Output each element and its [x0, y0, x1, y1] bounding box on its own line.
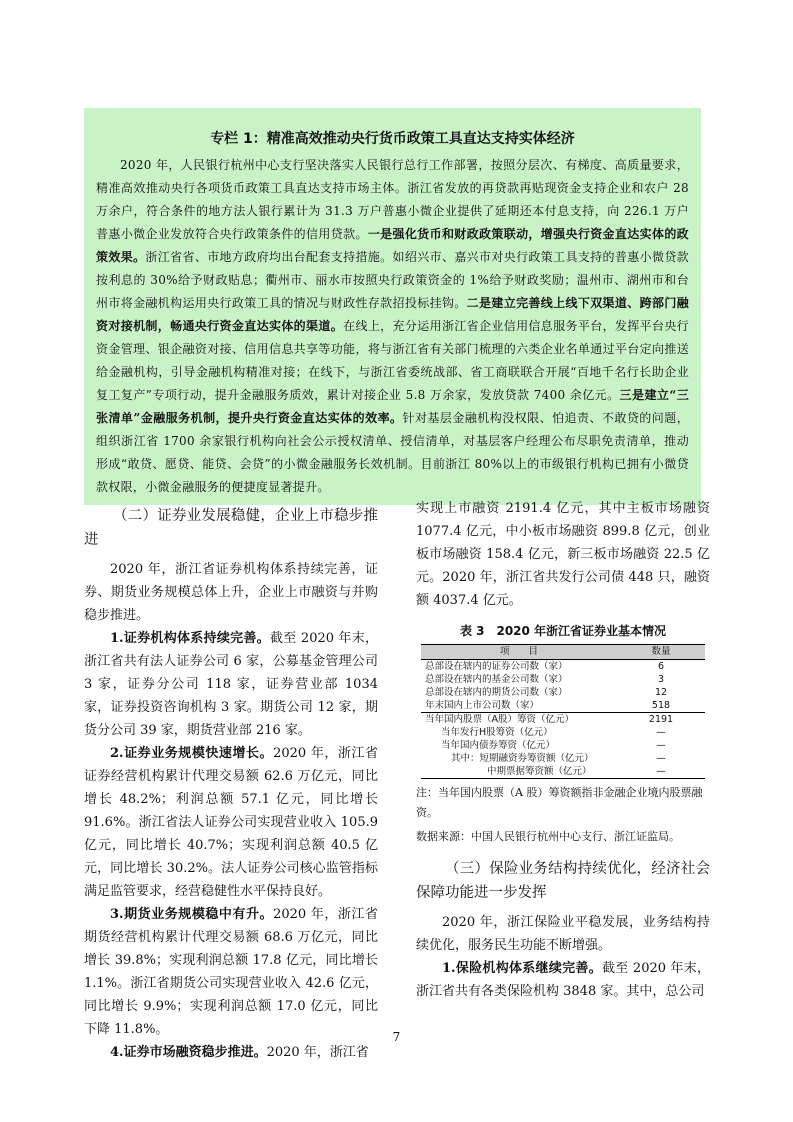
item-2-text: 2020 年，浙江省证券经营机构累计代理交易额 62.6 万亿元，同比增长 48.2%；利润总额 57.1 亿元，同比增长 91.6%。浙江省法人证券公司实现营业收入 105.9 亿元，同比增长 40.7%；实现利润总额 40.5 亿元，同比增长 30.2%。法人证券公司核心监管指标满足监管要求，经营稳健性水平保持良好。: [84, 746, 379, 899]
row-label: 中期票据筹资额（亿元）: [421, 765, 617, 779]
table-row: [421, 752, 705, 765]
table-row: [421, 686, 705, 699]
page-number: 7: [392, 1030, 401, 1044]
row-label: 当年国内股票（A股）筹资（亿元）: [421, 713, 617, 727]
right-column: [416, 497, 710, 1003]
table-row: [421, 660, 705, 674]
row-value: 12: [654, 687, 668, 698]
item-1-text: 截至 2020 年末，浙江省共有法人证券公司 6 家，公募基金管理公司 3 家，证券分公司 118 家，证券营业部 1034 家，证券投资咨询机构 3 家。期货公司 12 家，期货分公司 39 家，期货营业部 216 家。: [84, 631, 378, 738]
item-3-text: 2020 年，浙江省期货经营机构累计代理交易额 68.6 万亿元，同比增长 39.8%；实现利润总额 17.8 亿元，同比增长 1.1%。浙江省期货公司实现营业收入 42.6 亿元，同比增长 9.9%；实现利润总额 17.0 亿元，同比下降 11.8%。: [84, 907, 379, 1037]
table-row: [421, 713, 705, 727]
item-2-title: 2.证券业务规模快速增长。: [110, 746, 274, 761]
item-3-title: 3.期货业务规模稳中有升。: [110, 907, 274, 922]
item-1-title: 1.证券机构体系持续完善。: [110, 631, 270, 646]
securities-item-4: [84, 1041, 378, 1064]
row-value: —: [656, 740, 666, 751]
box-text-4: 针对基层金融机构没权限、怕追责、不敢贷的问题，组织浙江省 1700 余家银行机构向社会公示授权清单、授信清单，对基层客户经理公布尽职免责清单，推动形成“敢贷、愿贷、能贷、会贷”的小微金融服务长效机制。目前浙江 80%以上的市级银行机构已拥有小微贷款权限，小微金融服务的便捷度显著提升。: [96, 411, 690, 494]
box-bold-3: 三是建立“三张清单”金融服务机制，提升央行资金直达实体的效率。: [96, 388, 689, 425]
securities-intro: 2020 年，浙江省证券机构体系持续完善，证券、期货业务规模总体上升，企业上市融资与并购稳步推进。: [84, 562, 378, 623]
row-label: 年末国内上市公司数（家）: [425, 700, 540, 711]
row-value: —: [656, 727, 666, 738]
insurance-item-1: [416, 957, 710, 1003]
row-value: —: [656, 753, 666, 764]
special-column-body: [96, 154, 689, 499]
table-row: [421, 726, 705, 739]
row-label: 当年国内债券筹资（亿元）: [441, 740, 556, 751]
securities-item-2: [84, 742, 378, 903]
special-column-box: [84, 108, 701, 505]
row-label: 总部设在辖内的证券公司数（家）: [425, 661, 568, 672]
box-bold-1: 一是强化货币和财政政策联动，增强央行资金直达实体的政策效果。: [96, 227, 689, 264]
row-value: 6: [657, 661, 665, 672]
insurance-intro: 2020 年，浙江保险业平稳发展，业务结构持续优化，服务民生功能不断增强。: [416, 915, 710, 953]
row-value: 518: [651, 700, 671, 711]
table-row: [421, 673, 705, 686]
table-row: [421, 739, 705, 752]
table-header-row: [421, 645, 705, 660]
securities-item-4-continued: 实现上市融资 2191.4 亿元，其中主板市场融资 1077.4 亿元，中小板市场融资 899.8 亿元，创业板市场融资 158.4 亿元，新三板市场融资 22.5 亿元。2020 年，浙江省共发行公司债 448 只，融资额 4037.4 亿元。: [416, 501, 710, 608]
row-label: 总部设在辖内的期货公司数（家）: [425, 687, 568, 698]
insurance-heading: （三）保险业务结构持续优化，经济社会保障功能进一步发挥: [416, 861, 710, 901]
row-value: —: [617, 765, 705, 779]
item-4-title: 4.证券市场融资稳步推进。: [110, 1045, 267, 1060]
box-text-3: 在线上，充分运用浙江省企业信用信息服务平台，发挥平台央行资金管理、银企融资对接、信用信息共享等功能，将与浙江省有关部门梳理的六类企业名单通过平台定向推送给金融机构，引导金融机构精准对接；在线下，与浙江省委统战部、省工商联联合开展“百地千名行长助企业复工复产”专项行动，提升金融服务质效，累计对接企业 5.8 万余家，发放贷款 7400 余亿元。: [96, 319, 689, 402]
securities-item-1: [84, 627, 378, 742]
table-header-count: 数量: [617, 645, 705, 660]
box-bold-2: 二是建立完善线上线下双渠道、跨部门融资对接机制，畅通央行资金直达实体的渠道。: [96, 296, 689, 333]
securities-item-3: [84, 903, 378, 1041]
row-value: 3: [657, 674, 665, 685]
table-row: [421, 699, 705, 713]
item-4-text: 2020 年，浙江省: [266, 1045, 369, 1060]
box-text-1: 2020 年，人民银行杭州中心支行坚决落实人民银行总行工作部署，按照分层次、有梯度、高质量要求，精准高效推动央行各项货币政策工具直达支持市场主体。浙江省发放的再贷款再贴现资金支持企业和农户 28 万余户，符合条件的地方法人银行累计为 31.3 万户普惠小微企业提供了延期还本付息支持，向 226.1 万户普惠小微企业发放符合央行政策条件的信用贷款。: [96, 158, 689, 241]
row-label: 当年发行H股筹资（亿元）: [441, 727, 553, 738]
row-value: 2191: [617, 713, 705, 727]
table-title: 表 3 2020 年浙江省证券业基本情况: [459, 624, 667, 638]
insurance-item-1-title: 1.保险机构体系继续完善。: [442, 961, 602, 976]
special-column-title: 专栏 1：精准高效推动央行货币政策工具直达支持实体经济: [210, 131, 575, 147]
left-column: [84, 504, 378, 1064]
table-header-item: 项 目: [421, 645, 617, 660]
table-row: [421, 765, 705, 779]
row-label: 其中：短期融资券筹资额（亿元）: [451, 753, 594, 764]
table-source: 数据来源：中国人民银行杭州中心支行、浙江证监局。: [416, 830, 680, 843]
table-note: 注：当年国内股票（A 股）筹资额指非金融企业境内股票融资。: [416, 786, 703, 819]
securities-table: [421, 644, 705, 779]
row-label: 总部设在辖内的基金公司数（家）: [425, 674, 568, 685]
insurance-item-1-text: 截至 2020 年末，浙江省共有各类保险机构 3848 家。其中，总公司: [416, 961, 710, 999]
securities-heading: （二）证券业发展稳健，企业上市稳步推进: [84, 508, 378, 548]
box-text-2: 浙江省省、市地方政府均出台配套支持措施。如绍兴市、嘉兴市对央行政策工具支持的普惠小微贷款按利息的 30%给予财政贴息；衢州市、丽水市按照央行政策资金的 1%给予财政奖励；温州市、湖州市和台州市将金融机构运用央行政策工具的情况与财政性存款招投标挂钩。: [96, 250, 689, 310]
